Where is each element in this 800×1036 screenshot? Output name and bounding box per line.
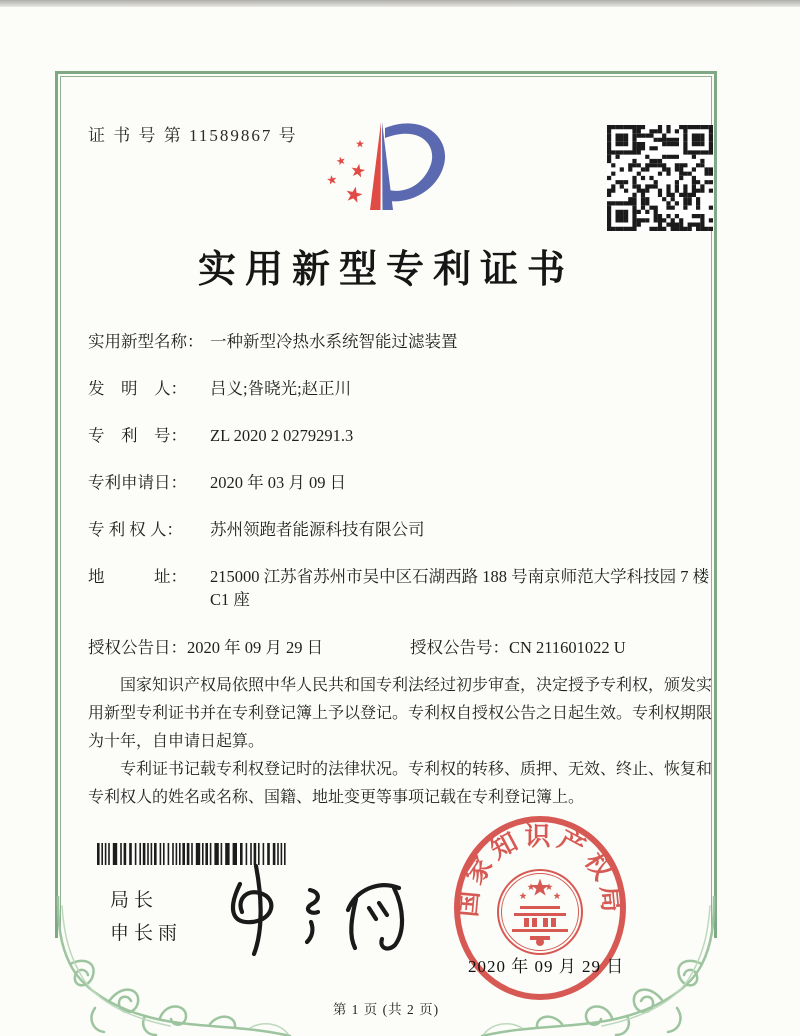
grant-number-value: CN 211601022 U — [509, 638, 626, 657]
field-value: 吕义;昝晓光;赵正川 — [210, 379, 352, 398]
field-row-patentee — [88, 518, 712, 565]
certificate-title: 实用新型专利证书 — [197, 249, 574, 291]
field-row-address — [88, 565, 712, 636]
signer-block — [110, 884, 182, 950]
grant-info-row — [88, 636, 712, 666]
qr-code — [607, 125, 713, 231]
certificate-number: 证 书 号 第 11589867 号 — [88, 126, 298, 145]
grant-number-pair — [410, 636, 626, 666]
field-row-inventors — [88, 377, 712, 424]
legal-paragraph-1: 国家知识产权局依照中华人民共和国专利法经过初步审查，决定授予专利权，颁发实用新型专利证书并在专利登记簿上予以登记。专利权自授权公告之日起生效。专利权期限为十年，自申请日起算。 — [88, 677, 713, 750]
legal-text — [88, 672, 712, 812]
field-value: 215000 江苏省苏州市吴中区石湖西路 188 号南京师范大学科技园 7 楼 C1 座 — [210, 567, 710, 609]
field-label: 专 利 号： — [88, 426, 187, 445]
field-value: 苏州领跑者能源科技有限公司 — [210, 520, 425, 539]
certificate-fields — [88, 330, 712, 812]
grant-date-label: 授权公告日： — [88, 638, 187, 657]
field-row-filing-date — [88, 471, 712, 518]
seal-ring-text: 国家知识产权局 — [452, 821, 628, 919]
field-value: ZL 2020 2 0279291.3 — [210, 426, 354, 445]
field-label: 实用新型名称： — [88, 332, 204, 351]
cnipa-logo — [323, 110, 483, 232]
field-label: 地 址： — [88, 567, 187, 586]
field-label: 专 利 权 人： — [88, 520, 183, 539]
legal-paragraph-2: 专利证书记载专利权登记时的法律状况。专利权的转移、质押、无效、终止、恢复和专利权人的姓名或名称、国籍、地址变更等事项记载在专利登记簿上。 — [88, 761, 713, 806]
field-row-utility-model-name — [88, 330, 712, 377]
field-value: 一种新型冷热水系统智能过滤装置 — [210, 332, 458, 351]
national-emblem — [512, 879, 568, 947]
seal-date: 2020 年 09 月 29 日 — [468, 957, 625, 976]
signer-title: 局长 — [110, 890, 159, 911]
field-label: 专利申请日： — [88, 473, 187, 492]
grant-date-value: 2020 年 09 月 29 日 — [187, 638, 324, 657]
commissioner-signature — [198, 852, 413, 964]
field-value: 2020 年 03 月 09 日 — [210, 473, 347, 492]
field-label: 发 明 人： — [88, 379, 187, 398]
page-number: 第 1 页 (共 2 页) — [332, 1002, 440, 1017]
signer-name: 申长雨 — [110, 923, 183, 944]
grant-date-pair — [88, 636, 410, 666]
field-row-patent-number — [88, 424, 712, 471]
grant-number-label: 授权公告号： — [410, 638, 509, 657]
